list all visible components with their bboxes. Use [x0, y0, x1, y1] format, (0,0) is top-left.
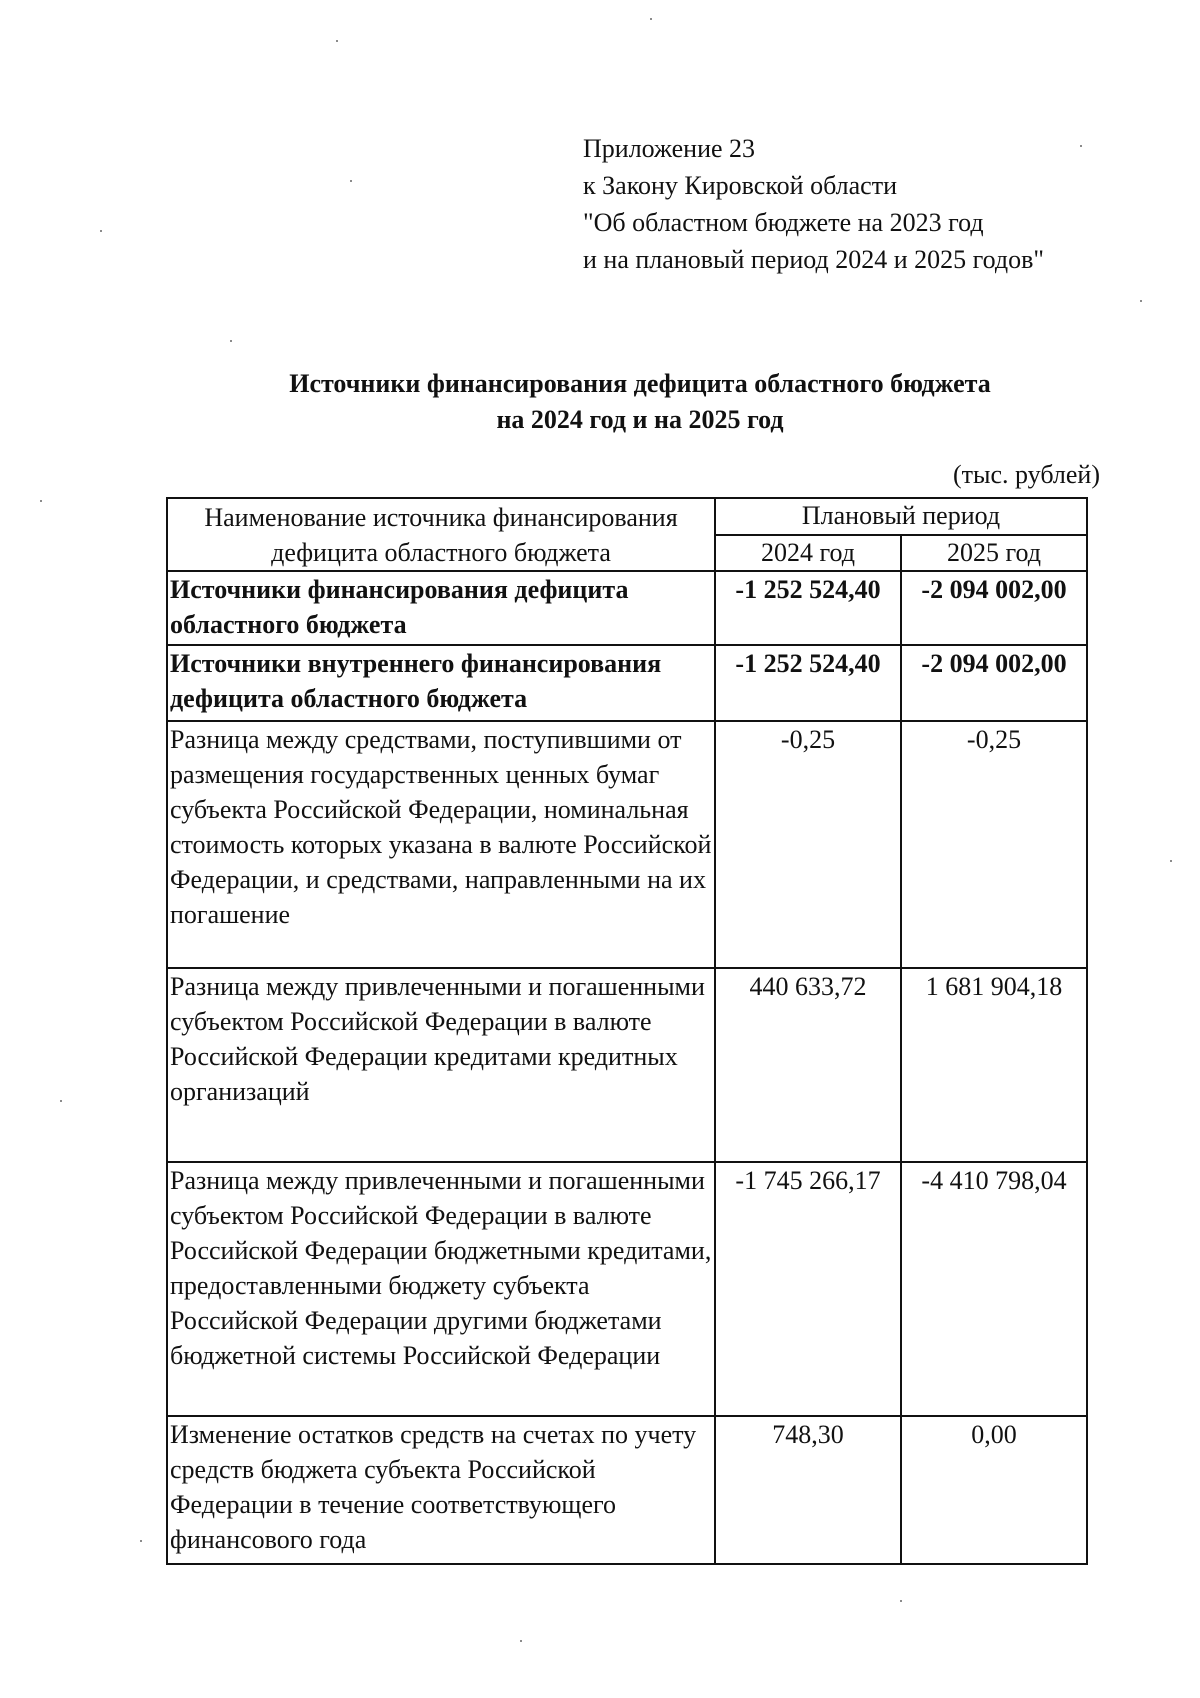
scan-speck	[1140, 300, 1142, 302]
scan-speck	[520, 1640, 522, 1642]
row-value-2025: -0,25	[901, 721, 1087, 968]
scan-speck	[650, 18, 652, 20]
table-row	[167, 968, 1087, 1162]
scan-speck	[230, 340, 232, 342]
row-name: Разница между средствами, поступившими от размещения государственных ценных бумаг субъекта Российской Федерации, номинальная стоимость которых указана в валюте Российской Федерации, и средствами, направленными на их погашение	[167, 721, 715, 968]
row-name: Разница между привлеченными и погашенными субъектом Российской Федерации в валюте Российской Федерации бюджетными кредитами, предоставленными бюджету субъекта Российской Федерации другими бюджетами бюджетной системы Российской Федерации	[167, 1162, 715, 1416]
units-label: (тыс. рублей)	[952, 460, 1100, 489]
table-row	[167, 1416, 1087, 1564]
document-title	[160, 366, 1120, 438]
row-value-2025: 0,00	[901, 1416, 1087, 1564]
table-row	[167, 1162, 1087, 1416]
appendix-note	[583, 130, 1044, 278]
appendix-line: и на плановый период 2024 и 2025 годов"	[583, 245, 1045, 274]
scan-speck	[1080, 145, 1082, 147]
table-header-row	[167, 498, 1087, 535]
header-year-2025: 2025 год	[901, 535, 1087, 572]
title-line-1: Источники финансирования дефицита областного бюджета	[289, 369, 991, 398]
scan-speck	[350, 180, 352, 182]
header-name: Наименование источника финансирования дефицита областного бюджета	[167, 498, 715, 571]
row-name: Источники внутреннего финансирования дефицита областного бюджета	[167, 645, 715, 721]
appendix-line: Приложение 23	[583, 134, 756, 163]
scan-speck	[140, 1540, 142, 1542]
table-row	[167, 721, 1087, 968]
scan-speck	[100, 230, 102, 232]
row-value-2025: -2 094 002,00	[901, 571, 1087, 645]
row-name: Разница между привлеченными и погашенными субъектом Российской Федерации в валюте Российской Федерации кредитами кредитных организаций	[167, 968, 715, 1162]
title-line-2: на 2024 год и на 2025 год	[496, 405, 784, 434]
scan-speck	[1170, 860, 1172, 862]
scan-speck	[40, 500, 42, 502]
appendix-line: "Об областном бюджете на 2023 год	[583, 208, 984, 237]
scan-speck	[900, 1600, 902, 1602]
row-name: Источники финансирования дефицита областного бюджета	[167, 571, 715, 645]
appendix-line: к Закону Кировской области	[583, 171, 897, 200]
row-value-2024: 748,30	[715, 1416, 901, 1564]
row-value-2025: -2 094 002,00	[901, 645, 1087, 721]
row-value-2024: -1 745 266,17	[715, 1162, 901, 1416]
row-name: Изменение остатков средств на счетах по учету средств бюджета субъекта Российской Федерации в течение соответствующего финансового года	[167, 1416, 715, 1564]
table-row	[167, 645, 1087, 721]
row-value-2025: -4 410 798,04	[901, 1162, 1087, 1416]
table-row	[167, 571, 1087, 645]
scan-speck	[60, 1100, 62, 1102]
row-value-2024: -0,25	[715, 721, 901, 968]
row-value-2024: 440 633,72	[715, 968, 901, 1162]
row-value-2024: -1 252 524,40	[715, 645, 901, 721]
scan-speck	[336, 40, 338, 42]
row-value-2025: 1 681 904,18	[901, 968, 1087, 1162]
row-value-2024: -1 252 524,40	[715, 571, 901, 645]
header-year-2024: 2024 год	[715, 535, 901, 572]
header-planned-period: Плановый период	[715, 498, 1087, 535]
financing-sources-table	[166, 497, 1088, 1565]
